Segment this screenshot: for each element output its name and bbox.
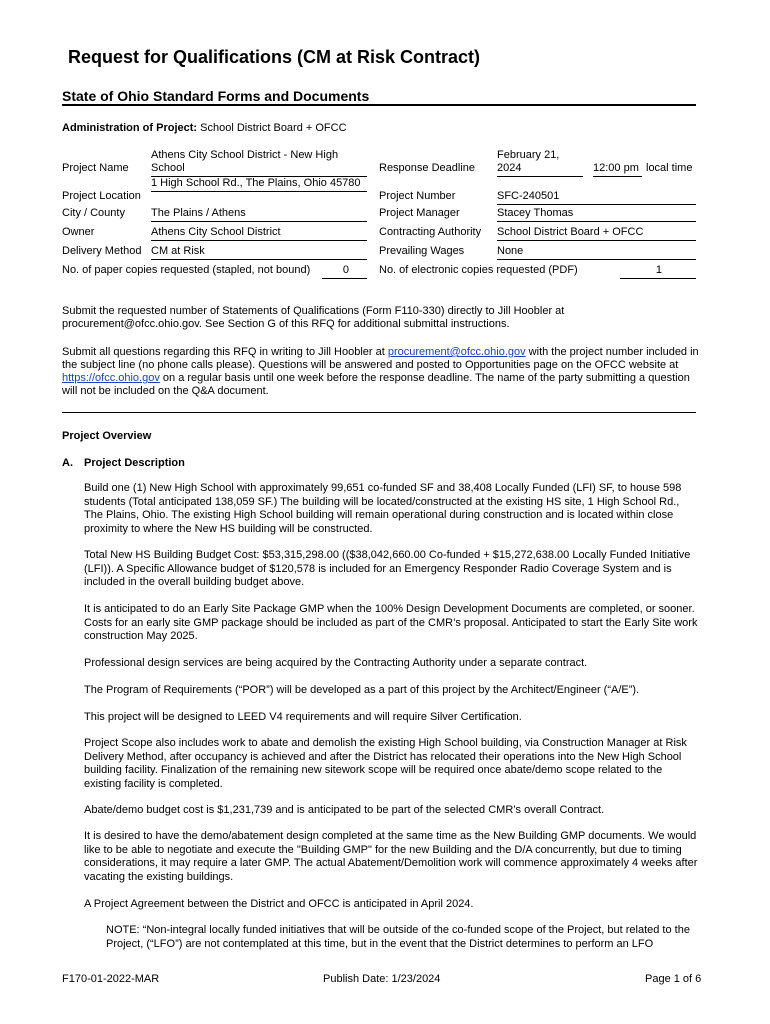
- project-manager-label: Project Manager: [379, 207, 460, 219]
- electronic-copies-value: 1: [620, 264, 696, 279]
- project-description-heading: [62, 457, 185, 469]
- publish-date: Publish Date: 1/23/2024: [323, 973, 441, 985]
- project-name-label: Project Name: [62, 162, 129, 174]
- description-paragraph: It is anticipated to do an Early Site Package GMP when the 100% Design Development Documents are completed, or sooner. Costs for an early site GMP package should be included as part of the CMR’s proposal. Anticipated to start the Early Site work construction May 2025.: [84, 603, 698, 642]
- paper-copies-value: 0: [322, 264, 367, 279]
- prevailing-wages-value: None: [497, 245, 696, 260]
- response-deadline-time: 12:00 pm: [593, 162, 642, 177]
- project-overview-heading: Project Overview: [62, 430, 152, 442]
- procurement-email-link[interactable]: procurement@ofcc.ohio.gov: [387, 346, 526, 358]
- administration-line: [62, 122, 347, 134]
- project-name-value: Athens City School District - New High School: [151, 149, 367, 177]
- title-divider: [62, 104, 696, 106]
- project-number-value: SFC-240501: [497, 190, 696, 205]
- submit-instructions: Submit the requested number of Statements of Qualifications (Form F110-330) directly to Jill Hoobler at procurement@ofcc.ohio.gov. See Section G of this RFQ for additional submittal instructions.: [62, 305, 565, 330]
- questions-paragraph: [62, 346, 702, 398]
- response-deadline-label: Response Deadline: [379, 162, 476, 174]
- project-location-value: 1 High School Rd., The Plains, Ohio 45780: [151, 177, 367, 192]
- description-paragraph: Total New HS Building Budget Cost: $53,315,298.00 (($38,042,660.00 Co-funded + $15,272,638.00 Locally Funded Initiative (LFI)). A Specific Allowance budget of $120,578 is included for an Emergency Responder Radio Coverage System and is included in the overall building budget above.: [84, 549, 691, 588]
- city-county-value: The Plains / Athens: [151, 207, 367, 222]
- administration-label: Administration of Project:: [62, 122, 198, 134]
- owner-label: Owner: [62, 226, 95, 238]
- project-number-label: Project Number: [379, 190, 456, 202]
- description-paragraph: Professional design services are being acquired by the Contracting Authority under a separate contract.: [84, 657, 588, 669]
- description-paragraph: A Project Agreement between the District and OFCC is anticipated in April 2024.: [84, 898, 474, 910]
- prevailing-wages-label: Prevailing Wages: [379, 245, 465, 257]
- response-deadline-date: February 21, 2024: [497, 149, 583, 177]
- form-number: F170-01-2022-MAR: [62, 973, 160, 985]
- page-title: Request for Qualifications (CM at Risk Contract): [68, 47, 481, 67]
- contracting-authority-label: Contracting Authority: [379, 226, 482, 238]
- ofcc-website-link[interactable]: https://ofcc.ohio.gov: [62, 372, 160, 384]
- description-paragraph: This project will be designed to LEED V4 requirements and will require Silver Certification.: [84, 711, 522, 723]
- section-divider: [62, 412, 696, 413]
- section-title: Project Description: [84, 457, 185, 469]
- lfo-note: NOTE: “Non-integral locally funded initiatives that will be outside of the co-funded scope of the Project, but related to the Project, (“LFO”) are not contemplated at this time, but in the event that the District determines to perform an LFO: [106, 924, 690, 950]
- project-manager-value: Stacey Thomas: [497, 207, 696, 222]
- page-number: Page 1 of 6: [645, 973, 702, 985]
- owner-value: Athens City School District: [151, 226, 367, 241]
- questions-text-end: on a regular basis until one week before the response deadline. The name of the party submitting a question will not be included on the Q&A document.: [62, 372, 690, 397]
- document-subtitle: State of Ohio Standard Forms and Documents: [62, 88, 370, 104]
- response-deadline-suffix: local time: [646, 162, 693, 174]
- description-paragraph: The Program of Requirements (“POR”) will be developed as a part of this project by the Architect/Engineer (“A/E”).: [84, 684, 640, 696]
- description-paragraph: Build one (1) New High School with approximately 99,651 co-funded SF and 38,408 Locally Funded (LFI) SF, to house 598 students (Total anticipated 138,059 SF.) The building will be located/constructed at the existing HS site, 1 High School Rd., The Plains, Ohio. The existing High School building will remain operational during construction and is located within close proximity to where the New HS building will be constructed.: [84, 482, 682, 535]
- delivery-method-label: Delivery Method: [62, 245, 142, 257]
- administration-value: School District Board + OFCC: [200, 122, 347, 134]
- contracting-authority-value: School District Board + OFCC: [497, 226, 696, 241]
- description-paragraph: Abate/demo budget cost is $1,231,739 and is anticipated to be part of the selected CMR’s overall Contract.: [84, 804, 605, 816]
- description-paragraph: Project Scope also includes work to abate and demolish the existing High School building, via Construction Manager at Risk Delivery Method, after occupancy is achieved and after the District has relocated their operations into the New High School building facility. Finalization of the remaining new sitework scope will be required once abate/demo scope related to the existing facility is completed.: [84, 737, 687, 790]
- delivery-method-value: CM at Risk: [151, 245, 367, 260]
- section-letter: A.: [62, 457, 73, 469]
- questions-text-middle: with the project number included in the subject line (no phone calls please). Questions will be answered and posted to Opportunities page on the OFCC website at: [62, 346, 699, 371]
- description-paragraph: It is desired to have the demo/abatement design completed at the same time as the New Building GMP documents. We would like to be able to negotiate and execute the "Building GMP" for the new Building and the D/A concurrently, but due to timing considerations, it may require a later GMP. The actual Abatement/Demolition work will commence approximately 4 weeks after vacating the existing buildings.: [84, 830, 698, 883]
- project-location-label: Project Location: [62, 190, 141, 202]
- city-county-label: City / County: [62, 207, 125, 219]
- questions-text-start: Submit all questions regarding this RFQ in writing to Jill Hoobler at: [62, 346, 388, 358]
- electronic-copies-label: No. of electronic copies requested (PDF): [379, 264, 578, 276]
- paper-copies-label: No. of paper copies requested (stapled, not bound): [62, 264, 311, 276]
